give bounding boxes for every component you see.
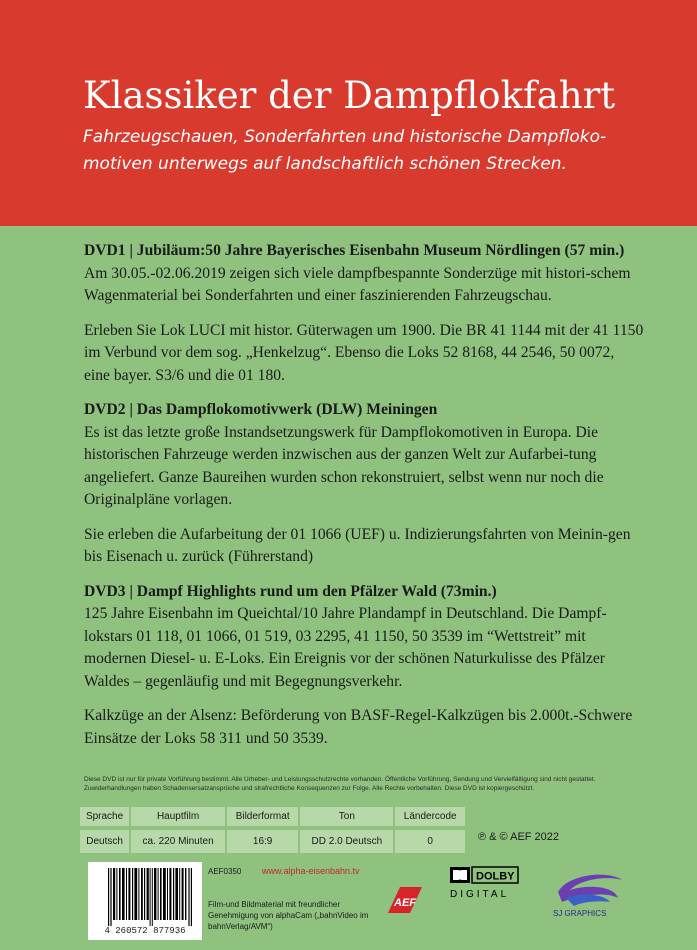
- barcode-number: 4 260572 877936: [104, 926, 186, 936]
- barcode-icon: [108, 868, 192, 926]
- specs-header-language: Sprache: [80, 807, 130, 828]
- website-link[interactable]: www.alpha-eisenbahn.tv: [262, 866, 360, 876]
- dolby-logo-text: DOLBY: [476, 870, 515, 883]
- subtitle: Fahrzeugschauen, Sonderfahrten und historische Dampfloko-motiven unterwegs auf landschaftlich schönen Strecken.: [83, 127, 607, 174]
- specs-header-runtime: Hauptfilm: [130, 807, 226, 828]
- catalog-code: AEF0350: [208, 867, 242, 876]
- specs-header-format: Bilderformat: [226, 807, 299, 828]
- sj-graphics-label: SJ GRAPHICS: [553, 909, 607, 918]
- dvd3-heading: DVD3 | Dampf Highlights rund um den Pfälzer Wald (73min.): [84, 582, 497, 600]
- specs-value-region: 0: [394, 828, 465, 853]
- dolby-logo-icon: [450, 866, 520, 902]
- specs-value-language: Deutsch: [80, 828, 130, 853]
- specs-header-region: Ländercode: [394, 807, 465, 828]
- dvd3-paragraph-2: Kalkzüge an der Alsenz: Beförderung von BASF-Regel-Kalkzügen bis 2.000t.-Schwere Einsätze der Loks 58 311 und 50 3539.: [84, 707, 633, 747]
- credits: Film-und Bildmaterial mit freundlicher Genehmigung von alphaCam („bahnVideo im bahnVerlag/AVM“): [208, 900, 369, 931]
- header-banner: [0, 0, 697, 226]
- dvd1-paragraph-2: Erleben Sie Lok LUCI mit histor. Güterwagen um 1900. Die BR 41 1144 mit der 41 1150 im Verbund vor dem sog. „Henkelzug“. Ebenso die Loks 52 8168, 44 2546, 50 0072, eine bayer. S3/6 und die 01 180.: [84, 321, 644, 384]
- dvd1-heading: DVD1 | Jubiläum:50 Jahre Bayerisches Eisenbahn Museum Nördlingen (57 min.): [84, 242, 625, 259]
- dvd3-paragraph-1: 125 Jahre Eisenbahn im Queichtal/10 Jahre Plandampf in Deutschland. Die Dampf-lokstars 01 118, 01 1066, 01 519, 03 2295, 41 1150, 50 3539 im “Wettstreit” mit modernen Diesel- u. E-Loks. Ein Ereignis vor der schönen Naturkulisse des Pfälzer Waldes – gegenläufig und mit Begegnungsverkehr.: [84, 605, 607, 690]
- barcode: [88, 862, 202, 940]
- specs-value-sound: DD 2.0 Deutsch: [299, 828, 394, 853]
- specs-value-format: 16:9: [226, 828, 299, 853]
- dvd2-heading: DVD2 | Das Dampflokomotivwerk (DLW) Meiningen: [84, 401, 438, 418]
- specs-value-row: [80, 828, 465, 853]
- main-content: [84, 240, 644, 762]
- copyright: ℗ & © AEF 2022: [478, 831, 560, 843]
- page-title: Klassiker der Dampflokfahrt: [83, 74, 616, 117]
- dvd1-paragraph-1: Am 30.05.-02.06.2019 zeigen sich viele dampfbespannte Sonderzüge mit histori-schem Wagenmaterial bei Sonderfahrten und einer faszinierenden Fahrzeugschau.: [84, 264, 631, 304]
- specs-header-row: [80, 807, 465, 828]
- legal-notice: Diese DVD ist nur für private Vorführung bestimmt. Alle Urheber- und Leistungsschutzrechte vorhanden. Öffentliche Vorführung, Sendung und Vervielfältigung sind nicht gestattet. Zuwiderhandlungen haben Schadensersatzansprüche und strafrechtliche Konsequenzen zur Folge. Alle Rechte vorbehalten. Diese DVD ist kopiergeschützt.: [84, 776, 596, 792]
- specs-value-runtime: ca. 220 Minuten: [130, 828, 226, 853]
- dvd2-paragraph-2: Sie erleben die Aufarbeitung der 01 1066 (UEF) u. Indizierungsfahrten von Meinin-gen bis Eisenach u. zurück (Führerstand): [84, 525, 631, 565]
- specs-header-sound: Ton: [299, 807, 394, 828]
- dvd2-paragraph-1: Es ist das letzte große Instandsetzungswerk für Dampflokomotiven in Europa. Die historischen Fahrzeuge werden inzwischen aus der ganzen Welt zur Aufarbei-tung angeliefert. Ganze Baureihen wurden schon rekonstruiert, selbst wenn nur noch die Originalpläne vorlagen.: [84, 423, 604, 508]
- specs-table: [80, 807, 465, 853]
- aef-logo-icon: [382, 885, 426, 917]
- dolby-digital-text: DIGITAL: [450, 889, 510, 900]
- aef-logo-text: AEF: [394, 897, 416, 909]
